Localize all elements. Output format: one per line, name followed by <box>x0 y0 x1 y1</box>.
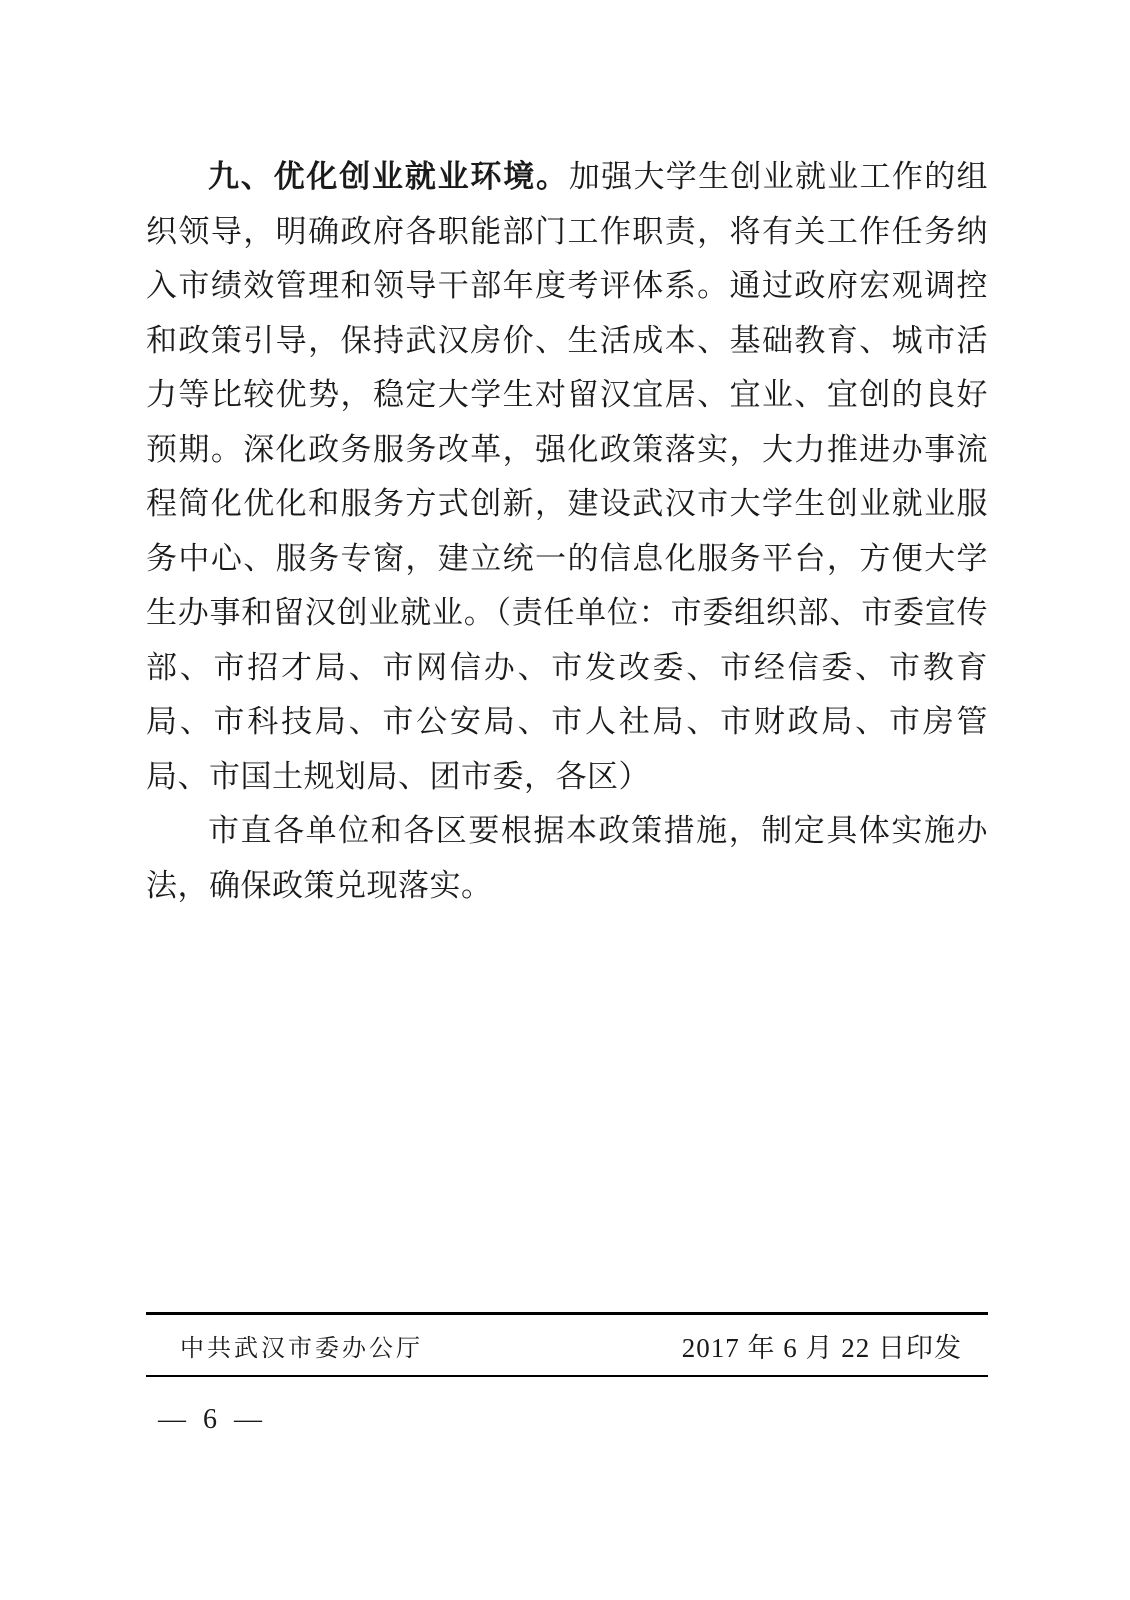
paragraph-closing: 市直各单位和各区要根据本政策措施，制定具体实施办法，确保政策兑现落实。 <box>146 813 988 903</box>
paragraph-main <box>146 150 988 804</box>
colophon <box>146 1312 988 1377</box>
colophon-issuer: 中共武汉市委办公厅 <box>180 1335 423 1362</box>
colophon-print-date: 2017 年 6 月 22 日印发 <box>681 1332 962 1363</box>
section-heading: 九、优化创业就业环境。 <box>208 159 569 194</box>
section-body: 加强大学生创业就业工作的组织领导，明确政府各职能部门工作职责，将有关工作任务纳入市绩效管理和领导干部年度考评体系。通过政府宏观调控和政策引导，保持武汉房价、生活成本、基础教育、城市活力等比较优势，稳定大学生对留汉宜居、宜业、宜创的良好预期。深化政务服务改革，强化政策落实，大力推进办事流程简化优化和服务方式创新，建设武汉市大学生创业就业服务中心、服务专窗，建立统一的信息化服务平台，方便大学生办事和留汉创业就业。（责任单位：市委组织部、市委宣传部、市招才局、市网信办、市发改委、市经信委、市教育局、市科技局、市公安局、市人社局、市财政局、市房管局、市国土规划局、团市委，各区） <box>146 159 989 794</box>
document-body <box>146 150 988 913</box>
page-number: — 6 — <box>158 1404 264 1435</box>
